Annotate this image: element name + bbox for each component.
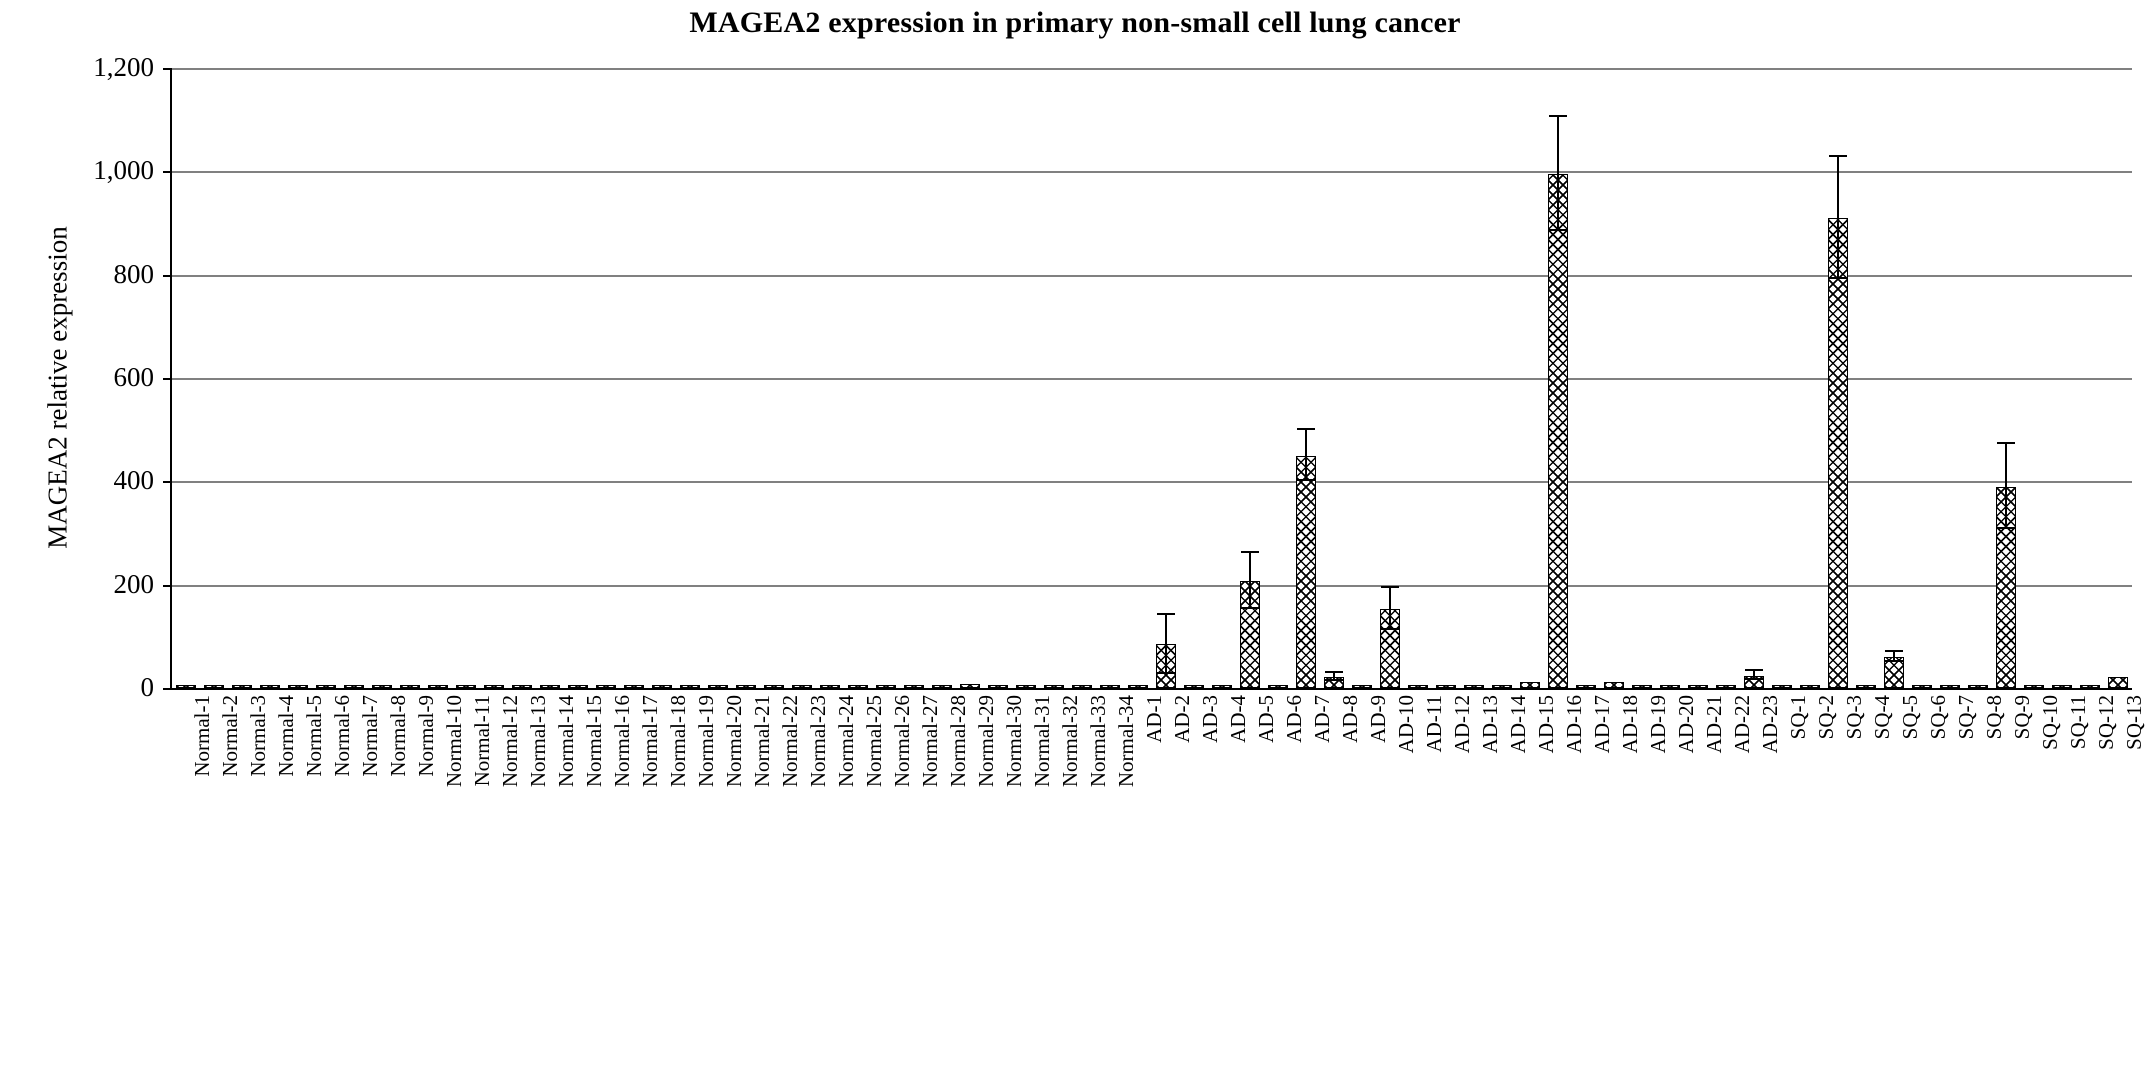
plot-area bbox=[170, 68, 2132, 688]
bar bbox=[1072, 685, 1092, 688]
bar bbox=[1968, 685, 1988, 688]
bar bbox=[2080, 685, 2100, 688]
x-axis-tick-label: Normal-24 bbox=[834, 695, 858, 788]
bar bbox=[1716, 685, 1736, 688]
bar bbox=[1856, 685, 1876, 688]
bar-column bbox=[1657, 68, 1683, 688]
bar-column bbox=[873, 68, 899, 688]
bar bbox=[1828, 218, 1848, 688]
error-bar-cap bbox=[1381, 586, 1399, 588]
bar bbox=[1016, 685, 1036, 688]
x-axis-tick-label: SQ-8 bbox=[1982, 695, 2006, 740]
error-bar-cap bbox=[1745, 678, 1763, 680]
y-axis-label: MAGEA2 relative expression bbox=[42, 226, 73, 549]
error-bar bbox=[1389, 588, 1391, 630]
x-axis-tick-label: Normal-14 bbox=[554, 695, 578, 788]
bar-column bbox=[957, 68, 983, 688]
x-axis-tick-label: SQ-3 bbox=[1842, 695, 1866, 740]
y-axis-tick-label: 800 bbox=[113, 258, 154, 289]
bar-column bbox=[929, 68, 955, 688]
x-axis-tick-label: AD-17 bbox=[1590, 695, 1614, 754]
error-bar-cap bbox=[1157, 613, 1175, 615]
bar-column bbox=[1797, 68, 1823, 688]
chart-title: MAGEA2 expression in primary non-small cell lung cancer bbox=[689, 6, 1461, 39]
x-axis-tick-label: SQ-10 bbox=[2038, 695, 2062, 750]
x-axis-tick-label: AD-9 bbox=[1366, 695, 1390, 743]
x-axis-tick-label: Normal-28 bbox=[946, 695, 970, 788]
error-bar-cap bbox=[1549, 115, 1567, 117]
bar-column bbox=[229, 68, 255, 688]
bar bbox=[1688, 685, 1708, 688]
bar bbox=[540, 685, 560, 688]
x-axis-tick-label: AD-3 bbox=[1198, 695, 1222, 743]
x-axis-tick-label: SQ-12 bbox=[2094, 695, 2118, 750]
x-axis-tick-label: Normal-1 bbox=[190, 695, 214, 777]
bar bbox=[1184, 685, 1204, 688]
bar-column bbox=[1601, 68, 1627, 688]
bar bbox=[624, 685, 644, 688]
x-axis-tick-label: AD-19 bbox=[1646, 695, 1670, 754]
error-bar-cap bbox=[1325, 679, 1343, 681]
x-axis-tick-label: Normal-7 bbox=[358, 695, 382, 777]
error-bar-cap bbox=[1297, 428, 1315, 430]
error-bar bbox=[2005, 444, 2007, 530]
bar bbox=[288, 685, 308, 688]
bar bbox=[1940, 685, 1960, 688]
x-axis-tick-label: Normal-8 bbox=[386, 695, 410, 777]
bar-column bbox=[593, 68, 619, 688]
bar bbox=[792, 685, 812, 688]
x-axis-tick-label: Normal-30 bbox=[1002, 695, 1026, 788]
x-axis-tick-label: SQ-6 bbox=[1926, 695, 1950, 740]
x-axis-tick-label: AD-12 bbox=[1450, 695, 1474, 754]
y-axis-tick-label: 600 bbox=[113, 362, 154, 392]
x-axis-tick-label: Normal-31 bbox=[1030, 695, 1054, 788]
bar-column bbox=[649, 68, 675, 688]
x-axis-tick-label: Normal-3 bbox=[246, 695, 270, 777]
bar-column bbox=[1545, 68, 1571, 688]
x-axis-tick-label: AD-8 bbox=[1338, 695, 1362, 743]
bar bbox=[1100, 685, 1120, 688]
x-axis-tick-label: AD-18 bbox=[1618, 695, 1642, 754]
bar-column bbox=[341, 68, 367, 688]
bar bbox=[1436, 685, 1456, 688]
bar-column bbox=[1349, 68, 1375, 688]
bar-column bbox=[1321, 68, 1347, 688]
x-axis-tick-label: Normal-6 bbox=[330, 695, 354, 777]
error-bar-cap bbox=[1549, 229, 1567, 231]
x-axis-tick-label: Normal-21 bbox=[750, 695, 774, 788]
bar bbox=[596, 685, 616, 688]
bar-column bbox=[1097, 68, 1123, 688]
x-axis-tick-label: Normal-12 bbox=[498, 695, 522, 788]
x-axis-tick-label: SQ-11 bbox=[2066, 695, 2090, 750]
error-bar bbox=[1557, 117, 1559, 231]
bar bbox=[1492, 685, 1512, 688]
bar-column bbox=[453, 68, 479, 688]
bar-column bbox=[705, 68, 731, 688]
x-axis-tick-label: Normal-11 bbox=[470, 695, 494, 787]
bar bbox=[1128, 685, 1148, 688]
bar bbox=[1464, 685, 1484, 688]
bar bbox=[1548, 174, 1568, 688]
bar bbox=[1772, 685, 1792, 688]
bar bbox=[680, 685, 700, 688]
bar bbox=[1352, 685, 1372, 688]
x-axis-tick-label: Normal-19 bbox=[694, 695, 718, 788]
bar bbox=[764, 685, 784, 688]
bar bbox=[2108, 677, 2128, 688]
bar-column bbox=[1209, 68, 1235, 688]
bar-column bbox=[677, 68, 703, 688]
bar bbox=[2052, 685, 2072, 688]
error-bar bbox=[1837, 157, 1839, 279]
x-axis-tick-label: Normal-16 bbox=[610, 695, 634, 788]
x-axis-tick-label: SQ-1 bbox=[1786, 695, 1810, 740]
x-axis-tick-label: AD-22 bbox=[1730, 695, 1754, 754]
bar-column bbox=[1685, 68, 1711, 688]
bar bbox=[568, 685, 588, 688]
bar-column bbox=[1293, 68, 1319, 688]
error-bar-cap bbox=[1325, 671, 1343, 673]
error-bar bbox=[1249, 553, 1251, 610]
bar bbox=[344, 685, 364, 688]
x-axis-tick-label: SQ-5 bbox=[1898, 695, 1922, 740]
x-axis-tick-label: Normal-13 bbox=[526, 695, 550, 788]
bar bbox=[876, 685, 896, 688]
bar bbox=[960, 684, 980, 688]
axis-tick-mark bbox=[163, 481, 172, 483]
x-axis-tick-label: Normal-34 bbox=[1114, 695, 1138, 788]
bar-column bbox=[1937, 68, 1963, 688]
error-bar-cap bbox=[1885, 650, 1903, 652]
bar-column bbox=[1405, 68, 1431, 688]
bar bbox=[2024, 685, 2044, 688]
bar-column bbox=[1573, 68, 1599, 688]
x-axis-tick-label: SQ-9 bbox=[2010, 695, 2034, 740]
bar-column bbox=[285, 68, 311, 688]
bar bbox=[1044, 685, 1064, 688]
bar-column bbox=[537, 68, 563, 688]
error-bar-cap bbox=[1829, 155, 1847, 157]
bar-column bbox=[2077, 68, 2103, 688]
bar bbox=[988, 685, 1008, 688]
bar-column bbox=[1629, 68, 1655, 688]
bar-column bbox=[1713, 68, 1739, 688]
error-bar bbox=[1165, 615, 1167, 674]
axis-tick-mark bbox=[163, 378, 172, 380]
y-axis-tick-label: 1,000 bbox=[93, 155, 154, 186]
x-axis-tick-label: SQ-13 bbox=[2122, 695, 2146, 750]
bar bbox=[736, 685, 756, 688]
x-axis-tick-label: Normal-29 bbox=[974, 695, 998, 788]
x-axis-tick-label: AD-11 bbox=[1422, 695, 1446, 753]
x-axis-tick-label: AD-16 bbox=[1562, 695, 1586, 754]
x-axis-tick-label: AD-20 bbox=[1674, 695, 1698, 754]
bar bbox=[708, 685, 728, 688]
x-axis-tick-label: Normal-10 bbox=[442, 695, 466, 788]
x-axis-tick-label: AD-13 bbox=[1478, 695, 1502, 754]
bar bbox=[1268, 685, 1288, 688]
y-axis-tick-label: 200 bbox=[113, 568, 154, 599]
bar-column bbox=[1181, 68, 1207, 688]
bar-column bbox=[985, 68, 1011, 688]
bar-column bbox=[1265, 68, 1291, 688]
bar-column bbox=[621, 68, 647, 688]
x-axis-tick-label: Normal-26 bbox=[890, 695, 914, 788]
bar-column bbox=[845, 68, 871, 688]
bar-column bbox=[481, 68, 507, 688]
bar-column bbox=[565, 68, 591, 688]
bar-column bbox=[1965, 68, 1991, 688]
bar-column bbox=[1013, 68, 1039, 688]
bar-column bbox=[733, 68, 759, 688]
error-bar-cap bbox=[1997, 527, 2015, 529]
bar-column bbox=[1993, 68, 2019, 688]
x-axis-tick-label: Normal-4 bbox=[274, 695, 298, 777]
bar bbox=[512, 685, 532, 688]
x-axis-tick-label: AD-10 bbox=[1394, 695, 1418, 754]
x-axis-tick-label: SQ-4 bbox=[1870, 695, 1894, 740]
x-axis-tick-label: AD-6 bbox=[1282, 695, 1306, 743]
x-axis-tick-label: AD-7 bbox=[1310, 695, 1334, 743]
bar bbox=[484, 685, 504, 688]
bar bbox=[456, 685, 476, 688]
bar bbox=[904, 685, 924, 688]
x-axis-tick-label: AD-15 bbox=[1534, 695, 1558, 754]
bar-column bbox=[817, 68, 843, 688]
x-axis-tick-label: AD-14 bbox=[1506, 695, 1530, 754]
bar bbox=[1800, 685, 1820, 688]
bar-column bbox=[1909, 68, 1935, 688]
bar bbox=[400, 685, 420, 688]
bar-column bbox=[1853, 68, 1879, 688]
bar-column bbox=[789, 68, 815, 688]
x-axis-tick-label: Normal-15 bbox=[582, 695, 606, 788]
bar-column bbox=[1377, 68, 1403, 688]
bar-column bbox=[1153, 68, 1179, 688]
bar bbox=[820, 685, 840, 688]
bar-column bbox=[425, 68, 451, 688]
x-axis-tick-label: Normal-2 bbox=[218, 695, 242, 777]
error-bar-cap bbox=[1997, 442, 2015, 444]
bar bbox=[848, 685, 868, 688]
error-bar-cap bbox=[1241, 551, 1259, 553]
x-axis-tick-label: Normal-20 bbox=[722, 695, 746, 788]
bar-column bbox=[1489, 68, 1515, 688]
bar-column bbox=[1237, 68, 1263, 688]
bar bbox=[372, 685, 392, 688]
x-axis-tick-label: Normal-17 bbox=[638, 695, 662, 788]
x-axis-tick-labels bbox=[170, 690, 2146, 950]
bar-column bbox=[1881, 68, 1907, 688]
error-bar-cap bbox=[1381, 628, 1399, 630]
x-axis-tick-label: Normal-5 bbox=[302, 695, 326, 777]
axis-tick-mark bbox=[163, 171, 172, 173]
bar-column bbox=[1825, 68, 1851, 688]
bar-column bbox=[509, 68, 535, 688]
x-axis-tick-label: AD-2 bbox=[1170, 695, 1194, 743]
bar-column bbox=[397, 68, 423, 688]
bar bbox=[1296, 456, 1316, 689]
y-axis-tick-label: 400 bbox=[113, 465, 154, 496]
bar bbox=[932, 685, 952, 688]
bar-column bbox=[761, 68, 787, 688]
bar bbox=[1408, 685, 1428, 688]
bar-column bbox=[2021, 68, 2047, 688]
bar-column bbox=[1461, 68, 1487, 688]
bar-column bbox=[901, 68, 927, 688]
bar bbox=[1912, 685, 1932, 688]
bar bbox=[1520, 682, 1540, 688]
bar-column bbox=[1769, 68, 1795, 688]
bar-column bbox=[1433, 68, 1459, 688]
bar-column bbox=[313, 68, 339, 688]
x-axis-tick-label: Normal-23 bbox=[806, 695, 830, 788]
bar bbox=[1604, 682, 1624, 688]
axis-tick-mark bbox=[163, 585, 172, 587]
bar-column bbox=[2049, 68, 2075, 688]
bar-column bbox=[2105, 68, 2131, 688]
y-axis-tick-label: 0 bbox=[140, 672, 154, 702]
bar bbox=[1212, 685, 1232, 688]
bar-column bbox=[1741, 68, 1767, 688]
bar bbox=[176, 685, 196, 688]
bar-column bbox=[201, 68, 227, 688]
x-axis-tick-label: Normal-22 bbox=[778, 695, 802, 788]
bar-column bbox=[1069, 68, 1095, 688]
x-axis-tick-label: Normal-25 bbox=[862, 695, 886, 788]
axis-tick-mark bbox=[163, 275, 172, 277]
x-axis-tick-label: AD-4 bbox=[1226, 695, 1250, 743]
bar bbox=[1576, 685, 1596, 688]
x-axis-tick-label: AD-21 bbox=[1702, 695, 1726, 754]
error-bar-cap bbox=[1885, 660, 1903, 662]
x-axis-tick-label: AD-5 bbox=[1254, 695, 1278, 743]
x-axis-tick-label: SQ-7 bbox=[1954, 695, 1978, 740]
bar bbox=[204, 685, 224, 688]
bar-column bbox=[173, 68, 199, 688]
bar-column bbox=[1517, 68, 1543, 688]
bar-column bbox=[1125, 68, 1151, 688]
y-axis-tick-label: 1,200 bbox=[93, 52, 154, 82]
x-axis-tick-label: Normal-18 bbox=[666, 695, 690, 788]
bar bbox=[232, 685, 252, 688]
bar bbox=[428, 685, 448, 688]
bar bbox=[1632, 685, 1652, 688]
x-axis-tick-label: SQ-2 bbox=[1814, 695, 1838, 740]
bar bbox=[1660, 685, 1680, 688]
bar bbox=[652, 685, 672, 688]
x-axis-tick-label: Normal-33 bbox=[1086, 695, 1110, 788]
error-bar-cap bbox=[1829, 277, 1847, 279]
axis-tick-mark bbox=[163, 68, 172, 70]
x-axis-tick-label: AD-23 bbox=[1758, 695, 1782, 754]
x-axis-tick-label: AD-1 bbox=[1142, 695, 1166, 743]
bar-column bbox=[257, 68, 283, 688]
error-bar-cap bbox=[1297, 479, 1315, 481]
bar bbox=[316, 685, 336, 688]
error-bar-cap bbox=[1241, 607, 1259, 609]
x-axis-tick-label: Normal-32 bbox=[1058, 695, 1082, 788]
error-bar bbox=[1305, 430, 1307, 482]
bar-column bbox=[1041, 68, 1067, 688]
bar bbox=[260, 685, 280, 688]
error-bar-cap bbox=[1745, 669, 1763, 671]
error-bar-cap bbox=[1157, 672, 1175, 674]
x-axis-tick-label: Normal-9 bbox=[414, 695, 438, 777]
x-axis-tick-label: Normal-27 bbox=[918, 695, 942, 788]
bar-column bbox=[369, 68, 395, 688]
